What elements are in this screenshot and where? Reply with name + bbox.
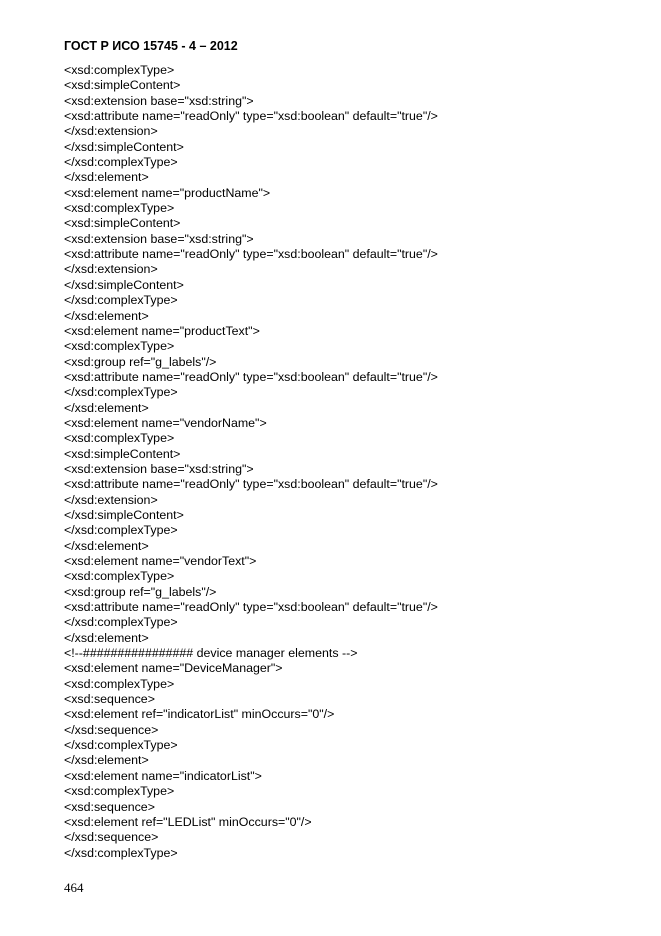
code-line: <xsd:extension base="xsd:string"> — [64, 93, 254, 108]
code-line: <xsd:element name="vendorName"> — [64, 415, 267, 430]
code-line: <xsd:complexType> — [64, 569, 175, 584]
code-line: <xsd:group ref="g_labels"/> — [64, 584, 217, 599]
code-line: </xsd:simpleContent> — [64, 507, 184, 522]
standard-header: ГОСТ Р ИСО 15745 - 4 – 2012 — [64, 39, 238, 53]
code-line: </xsd:element> — [64, 400, 149, 415]
code-line: <xsd:element ref="LEDList" minOccurs="0"/> — [64, 814, 312, 829]
code-line: </xsd:complexType> — [64, 738, 178, 753]
code-line: </xsd:extension> — [64, 262, 158, 277]
code-line: <xsd:element name="productName"> — [64, 185, 271, 200]
code-line: <xsd:attribute name="readOnly" type="xsd:boolean" default="true"/> — [64, 477, 438, 492]
code-line: <xsd:simpleContent> — [64, 446, 181, 461]
code-line: </xsd:element> — [64, 308, 149, 323]
code-line: <xsd:attribute name="readOnly" type="xsd:boolean" default="true"/> — [64, 109, 438, 124]
code-line: </xsd:extension> — [64, 492, 158, 507]
code-line: <xsd:complexType> — [64, 201, 175, 216]
code-line: </xsd:complexType> — [64, 385, 178, 400]
code-line: <xsd:attribute name="readOnly" type="xsd:boolean" default="true"/> — [64, 369, 438, 384]
code-line: <xsd:simpleContent> — [64, 216, 181, 231]
code-line: </xsd:complexType> — [64, 293, 178, 308]
code-line: </xsd:extension> — [64, 124, 158, 139]
code-line: <xsd:simpleContent> — [64, 78, 181, 93]
code-line: <xsd:extension base="xsd:string"> — [64, 461, 254, 476]
code-line: <xsd:complexType> — [64, 431, 175, 446]
code-line: <xsd:element name="vendorText"> — [64, 554, 257, 568]
code-line: <xsd:element ref="indicatorList" minOccurs="0"/> — [64, 707, 335, 722]
page-number: 464 — [64, 880, 84, 895]
code-line: <xsd:attribute name="readOnly" type="xsd:boolean" default="true"/> — [64, 600, 438, 615]
code-line: <xsd:element name="indicatorList"> — [64, 768, 262, 783]
code-line: <xsd:complexType> — [64, 676, 175, 691]
code-line: </xsd:sequence> — [64, 722, 159, 737]
code-line: </xsd:sequence> — [64, 830, 159, 845]
code-line: </xsd:element> — [64, 753, 149, 768]
code-line: </xsd:element> — [64, 538, 149, 553]
code-line: <!--################ device manager elements --> — [64, 646, 358, 661]
xsd-code-listing — [64, 63, 644, 861]
code-line: </xsd:simpleContent> — [64, 277, 184, 292]
code-line: <xsd:complexType> — [64, 63, 175, 77]
code-line: <xsd:element name="DeviceManager"> — [64, 661, 283, 676]
code-line: </xsd:complexType> — [64, 155, 178, 170]
code-line: <xsd:sequence> — [64, 692, 155, 707]
code-line: </xsd:complexType> — [64, 845, 178, 860]
code-line: <xsd:element name="productText"> — [64, 323, 260, 338]
code-line: <xsd:complexType> — [64, 339, 175, 354]
code-line: </xsd:simpleContent> — [64, 139, 184, 154]
code-line: <xsd:sequence> — [64, 799, 155, 814]
code-line: </xsd:complexType> — [64, 523, 178, 538]
code-line: </xsd:element> — [64, 630, 149, 645]
code-line: <xsd:attribute name="readOnly" type="xsd:boolean" default="true"/> — [64, 247, 438, 262]
code-line: <xsd:extension base="xsd:string"> — [64, 231, 254, 246]
code-line: </xsd:element> — [64, 170, 149, 185]
code-line: </xsd:complexType> — [64, 615, 178, 630]
code-line: <xsd:group ref="g_labels"/> — [64, 354, 217, 369]
code-line: <xsd:complexType> — [64, 784, 175, 799]
